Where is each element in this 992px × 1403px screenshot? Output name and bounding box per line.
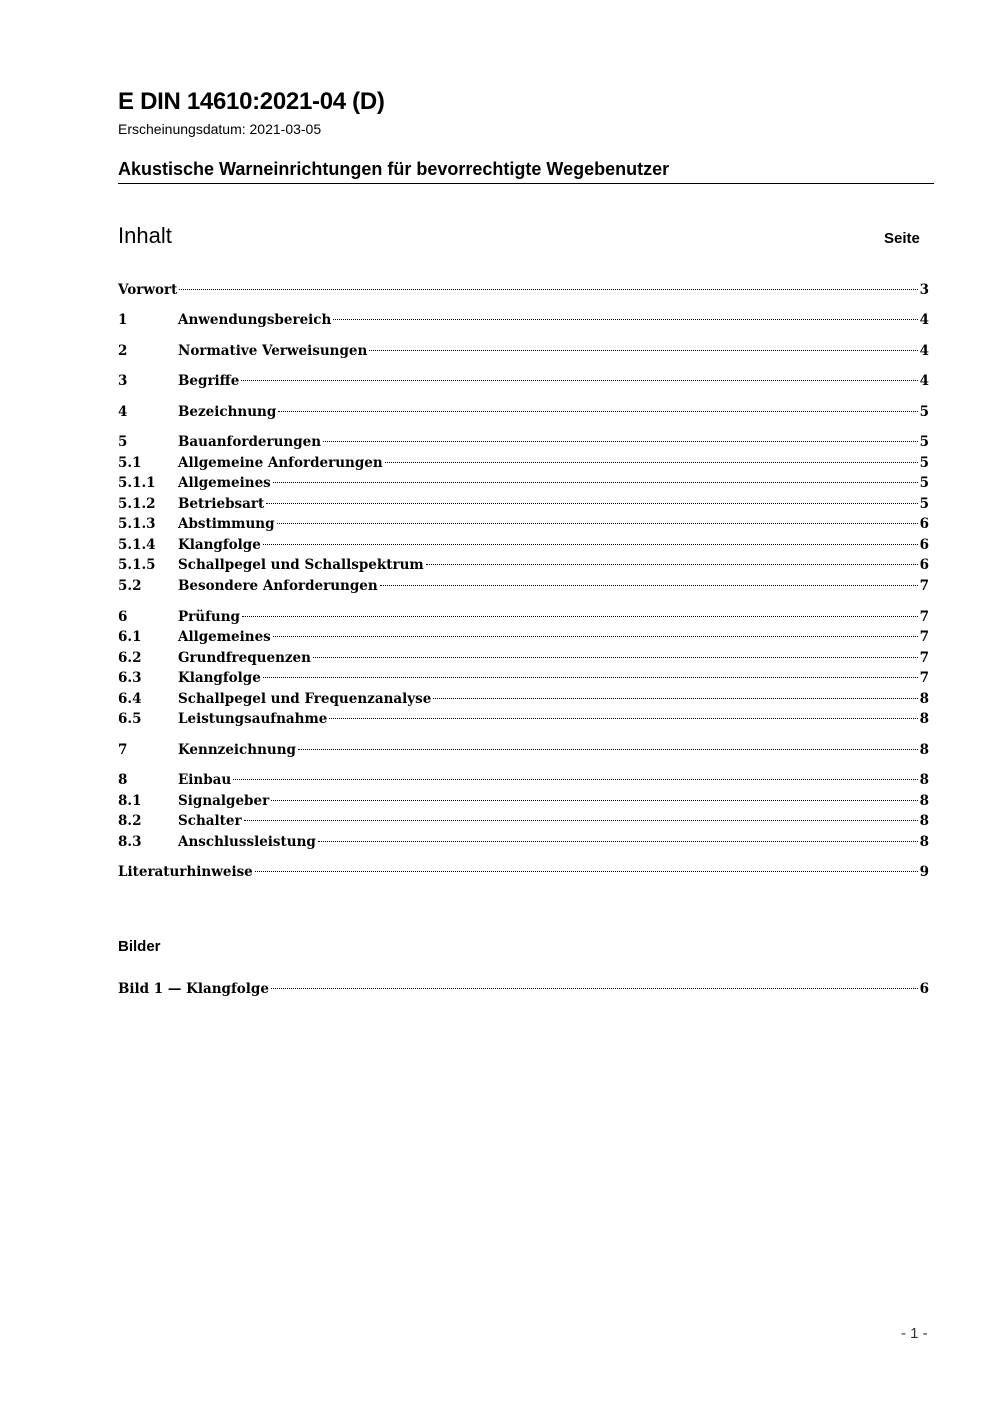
toc-entry-label: Einbau	[178, 772, 232, 788]
toc-entry[interactable]	[118, 862, 929, 882]
figures-heading: Bilder	[118, 938, 161, 955]
toc-entry-page: 4	[919, 343, 929, 359]
toc-page-column-label: Seite	[884, 230, 920, 247]
dot-leader	[271, 800, 917, 801]
page-number: - 1 -	[901, 1325, 928, 1342]
toc-heading: Inhalt	[118, 223, 172, 248]
toc-entry-number: 1	[118, 312, 128, 328]
toc-entry-number: 6	[118, 609, 128, 625]
publication-date: Erscheinungsdatum: 2021-03-05	[118, 121, 322, 137]
toc-entry-number: 5	[118, 434, 128, 450]
toc-entry-label: Allgemeines	[178, 475, 271, 491]
toc-entry-label: Literaturhinweise	[118, 864, 253, 880]
toc-entry[interactable]	[118, 770, 929, 790]
toc-entry-number: 6.5	[118, 711, 142, 727]
toc-entry[interactable]	[118, 514, 929, 534]
toc-entry-label: Signalgeber	[178, 793, 270, 809]
toc-entry-number: 4	[118, 404, 128, 420]
toc-entry[interactable]	[118, 341, 929, 361]
toc-entry[interactable]	[118, 555, 929, 575]
dot-leader	[242, 616, 918, 617]
toc-entry-page: 7	[919, 578, 929, 594]
toc-entry-page: 5	[919, 404, 929, 420]
toc-entry-label: Schallpegel und Schallspektrum	[178, 557, 424, 573]
toc-entry-label: Vorwort	[118, 282, 178, 298]
toc-entry-page: 6	[919, 516, 929, 532]
dot-leader	[179, 289, 917, 290]
toc-entry-page: 6	[919, 537, 929, 553]
toc-entry-label: Abstimmung	[178, 516, 275, 532]
figure-entry-page: 6	[919, 981, 929, 997]
dot-leader	[233, 779, 917, 780]
toc-entry-page: 5	[919, 434, 929, 450]
dot-leader	[273, 482, 918, 483]
toc-entry-number: 6.1	[118, 629, 142, 645]
toc-entry[interactable]	[118, 668, 929, 688]
dot-leader	[278, 411, 917, 412]
figure-entry-label: Bild 1 — Klangfolge	[118, 981, 269, 997]
dot-leader	[266, 503, 917, 504]
dot-leader	[385, 462, 918, 463]
dot-leader	[318, 841, 918, 842]
dot-leader	[433, 698, 917, 699]
toc-entry-page: 6	[919, 557, 929, 573]
dot-leader	[329, 718, 917, 719]
toc-entry-page: 8	[919, 711, 929, 727]
dot-leader	[277, 523, 918, 524]
toc-entry-number: 8	[118, 772, 128, 788]
toc-entry-page: 9	[919, 864, 929, 880]
toc-entry-number: 6.2	[118, 650, 142, 666]
toc-entry-label: Kennzeichnung	[178, 742, 296, 758]
toc-entry-number: 7	[118, 742, 128, 758]
dot-leader	[426, 564, 918, 565]
dot-leader	[241, 380, 917, 381]
toc-entry-number: 3	[118, 373, 128, 389]
toc-entry-label: Normative Verweisungen	[178, 343, 368, 359]
toc-entry-page: 7	[919, 650, 929, 666]
toc-entry[interactable]	[118, 648, 929, 668]
dot-leader	[333, 319, 917, 320]
toc-entry-label: Besondere Anforderungen	[178, 578, 378, 594]
toc-entry-number: 5.1.1	[118, 475, 156, 491]
toc-entry-number: 5.1	[118, 455, 142, 471]
toc-entry-label: Begriffe	[178, 373, 240, 389]
dot-leader	[263, 544, 918, 545]
toc-entry-label: Allgemeines	[178, 629, 271, 645]
toc-entry-page: 4	[919, 312, 929, 328]
toc-entry-label: Allgemeine Anforderungen	[178, 455, 383, 471]
toc-entry-label: Klangfolge	[178, 537, 261, 553]
toc-entry-page: 8	[919, 691, 929, 707]
dot-leader	[380, 585, 918, 586]
toc-entry-page: 7	[919, 629, 929, 645]
toc-entry-number: 5.1.5	[118, 557, 156, 573]
toc-entry-page: 8	[919, 793, 929, 809]
toc-entry-number: 8.3	[118, 834, 142, 850]
toc-entry-number: 6.4	[118, 691, 142, 707]
toc-entry-label: Anschlussleistung	[178, 834, 316, 850]
dot-leader	[323, 441, 918, 442]
toc-entry-label: Bezeichnung	[178, 404, 277, 420]
title-rule	[118, 183, 934, 184]
toc-entry[interactable]	[118, 432, 929, 452]
toc-entry[interactable]	[118, 402, 929, 422]
toc-entry[interactable]	[118, 811, 929, 831]
dot-leader	[369, 350, 917, 351]
dot-leader	[255, 871, 918, 872]
dot-leader	[244, 820, 918, 821]
toc-entry[interactable]	[118, 791, 929, 811]
toc-entry-number: 5.2	[118, 578, 142, 594]
document-id: E DIN 14610:2021-04 (D)	[118, 88, 385, 115]
toc-entry-page: 8	[919, 772, 929, 788]
toc-entry-page: 4	[919, 373, 929, 389]
toc-entry-page: 8	[919, 834, 929, 850]
toc-entry-label: Anwendungsbereich	[178, 312, 332, 328]
toc-entry-label: Bauanforderungen	[178, 434, 322, 450]
toc-entry-label: Grundfrequenzen	[178, 650, 311, 666]
toc-entry-label: Klangfolge	[178, 670, 261, 686]
toc-entry-label: Betriebsart	[178, 496, 265, 512]
toc-entry-page: 5	[919, 475, 929, 491]
toc-entry-number: 8.1	[118, 793, 142, 809]
toc-entry[interactable]	[118, 689, 929, 709]
toc-entry[interactable]	[118, 832, 929, 852]
toc-entry-number: 8.2	[118, 813, 142, 829]
figure-entry[interactable]	[118, 979, 929, 999]
toc-entry-label: Leistungsaufnahme	[178, 711, 328, 727]
dot-leader	[313, 657, 918, 658]
toc-entry[interactable]	[118, 709, 929, 729]
toc-entry[interactable]	[118, 740, 929, 760]
dot-leader	[298, 749, 918, 750]
toc-entry-page: 5	[919, 496, 929, 512]
toc-entry[interactable]	[118, 576, 929, 596]
toc-entry-page: 3	[919, 282, 929, 298]
toc-entry-label: Schallpegel und Frequenzanalyse	[178, 691, 432, 707]
toc-entry-number: 6.3	[118, 670, 142, 686]
document-title: Akustische Warneinrichtungen für bevorrechtigte Wegebenutzer	[118, 159, 670, 179]
toc-entry-number: 2	[118, 343, 128, 359]
toc-entry[interactable]	[118, 607, 929, 627]
toc-entry[interactable]	[118, 627, 929, 647]
toc-entry-page: 7	[919, 670, 929, 686]
toc-entry-page: 8	[919, 742, 929, 758]
toc-entry-number: 5.1.2	[118, 496, 156, 512]
toc-entry[interactable]	[118, 310, 929, 330]
toc-entry-page: 8	[919, 813, 929, 829]
toc-entry-number: 5.1.3	[118, 516, 156, 532]
toc-entry-page: 5	[919, 455, 929, 471]
toc-entry-label: Prüfung	[178, 609, 240, 625]
toc-entry-label: Schalter	[178, 813, 242, 829]
toc-entry-page: 7	[919, 609, 929, 625]
toc-entry[interactable]	[118, 371, 929, 391]
dot-leader	[273, 636, 918, 637]
toc-entry[interactable]	[118, 494, 929, 514]
dot-leader	[263, 677, 918, 678]
toc-entry[interactable]	[118, 280, 929, 300]
toc-entry-number: 5.1.4	[118, 537, 156, 553]
dot-leader	[271, 988, 918, 989]
toc-entry[interactable]	[118, 453, 929, 473]
toc-entry[interactable]	[118, 535, 929, 555]
toc-entry[interactable]	[118, 473, 929, 493]
